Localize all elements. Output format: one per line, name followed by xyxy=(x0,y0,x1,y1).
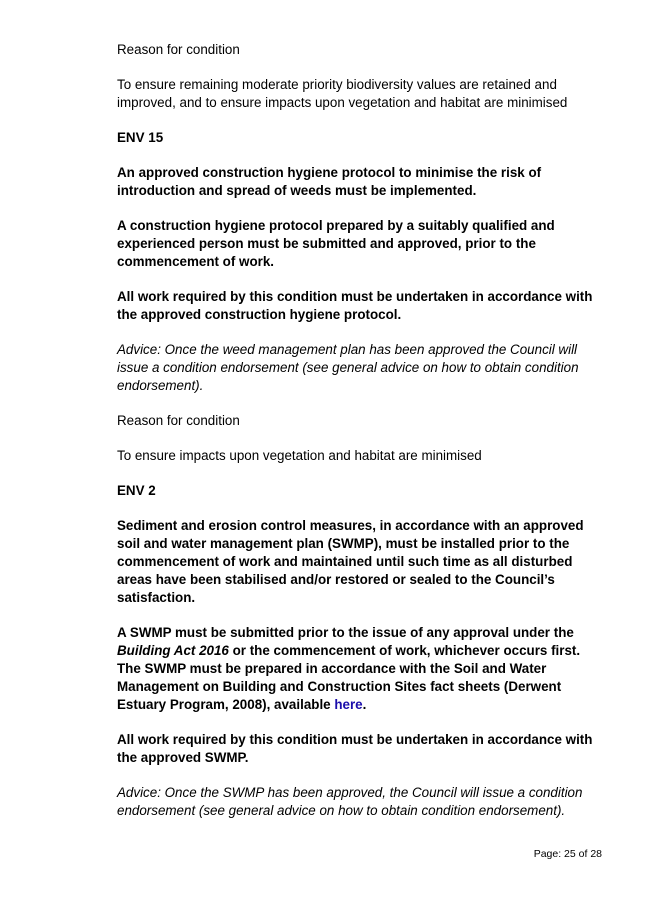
page-number: Page: 25 of 28 xyxy=(533,848,602,860)
env2-p2-text-end: . xyxy=(362,697,367,712)
here-link[interactable]: here xyxy=(334,697,363,712)
env2-heading: ENV 2 xyxy=(117,483,156,498)
env2-paragraph-3: All work required by this condition must be undertaken in accordance with the approved SWMP. xyxy=(117,732,593,765)
env15-paragraph-3: All work required by this condition must be undertaken in accordance with the approved construction hygiene protocol. xyxy=(117,289,593,322)
env15-reason-label: Reason for condition xyxy=(117,413,240,428)
env15-paragraph-1: An approved construction hygiene protocol to minimise the risk of introduction and spread of weeds must be implemented. xyxy=(117,165,542,198)
env15-paragraph-2: A construction hygiene protocol prepared by a suitably qualified and experienced person must be submitted and approved, prior to the commencement of work. xyxy=(117,218,555,269)
env2-p2-text-middle: or the commencement of work, whichever occurs first. The SWMP must be prepared in accordance with the Soil and Water Management on Building and Construction Sites fact sheets (Derwent Estuary Program, 2008), available xyxy=(117,643,581,712)
reason-text-1: To ensure remaining moderate priority biodiversity values are retained and improved, and to ensure impacts upon vegetation and habitat are minimised xyxy=(117,77,568,110)
document-page xyxy=(117,41,607,837)
env2-p2-text-before: A SWMP must be submitted prior to the issue of any approval under the xyxy=(117,625,574,640)
env2-paragraph-2 xyxy=(117,624,607,714)
env2-paragraph-1: Sediment and erosion control measures, in accordance with an approved soil and water management plan (SWMP), must be installed prior to the commencement of work and maintained until such time as all disturbed areas have been stabilised and/or restored or sealed to the Council’s satisfaction. xyxy=(117,518,584,605)
building-act-title: Building Act 2016 xyxy=(117,643,229,658)
reason-label-1: Reason for condition xyxy=(117,42,240,57)
env2-advice: Advice: Once the SWMP has been approved, the Council will issue a condition endorsement (see general advice on how to obtain condition endorsement). xyxy=(117,785,583,818)
env15-reason-text: To ensure impacts upon vegetation and habitat are minimised xyxy=(117,448,482,463)
env15-advice: Advice: Once the weed management plan has been approved the Council will issue a condition endorsement (see general advice on how to obtain condition endorsement). xyxy=(117,342,579,393)
env15-heading: ENV 15 xyxy=(117,130,164,145)
